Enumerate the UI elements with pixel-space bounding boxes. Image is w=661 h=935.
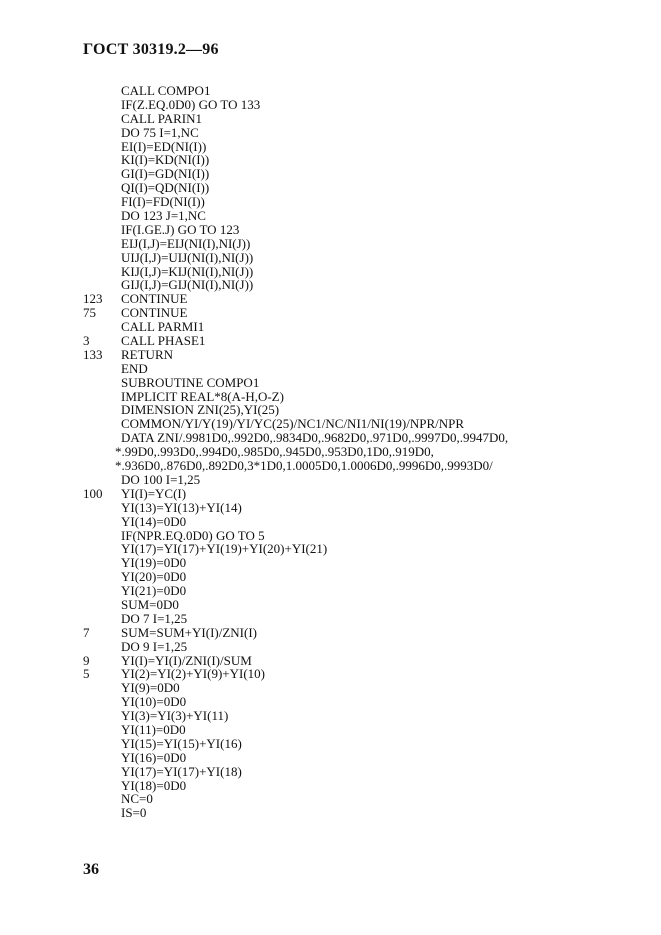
code-line: [83, 112, 643, 126]
code-statement: IF(Z.EQ.0D0) GO TO 133: [121, 96, 261, 112]
code-statement: COMMON/YI/Y(19)/YI/YC(25)/NC1/NC/NI1/NI(19)/NPR/NPR: [121, 416, 465, 432]
code-line: [83, 126, 643, 140]
code-line: [83, 445, 643, 459]
code-statement: IS=0: [121, 805, 147, 821]
code-line: [83, 473, 643, 487]
code-line: [83, 278, 643, 292]
code-line: [83, 140, 643, 154]
code-statement: CALL COMPO1: [121, 83, 211, 98]
page-header: ГОСТ 30319.2—96: [83, 41, 219, 58]
code-statement: FI(I)=FD(NI(I)): [121, 194, 205, 210]
code-statement: YI(3)=YI(3)+YI(11): [121, 708, 229, 724]
code-statement: QI(I)=QD(NI(I)): [121, 180, 210, 196]
code-statement: *.99D0,.993D0,.994D0,.985D0,.945D0,.953D0,1D0,.919D0,: [115, 444, 434, 460]
code-line: [83, 556, 643, 570]
code-statement: END: [121, 360, 148, 376]
code-listing: [83, 84, 643, 820]
code-statement: YI(16)=0D0: [121, 749, 187, 765]
code-line: [83, 195, 643, 209]
statement-label: 123: [83, 291, 103, 307]
code-line: [83, 487, 643, 501]
code-statement: KIJ(I,J)=KIJ(NI(I),NI(J)): [121, 263, 254, 279]
code-statement: CALL PARIN1: [121, 110, 203, 126]
code-line: [83, 584, 643, 598]
statement-label: 133: [83, 346, 103, 362]
code-line: [83, 459, 643, 473]
code-line: [83, 570, 643, 584]
code-line: [83, 209, 643, 223]
code-statement: CONTINUE: [121, 291, 188, 307]
code-statement: IMPLICIT REAL*8(A-H,O-Z): [121, 388, 284, 404]
code-statement: YI(18)=0D0: [121, 777, 187, 793]
code-statement: YI(21)=0D0: [121, 583, 187, 599]
code-line: [83, 362, 643, 376]
code-statement: DIMENSION ZNI(25),YI(25): [121, 402, 280, 418]
code-line: [83, 237, 643, 251]
code-line: [83, 723, 643, 737]
code-line: [83, 265, 643, 279]
code-statement: EI(I)=ED(NI(I)): [121, 138, 207, 154]
code-line: [83, 390, 643, 404]
code-statement: YI(14)=0D0: [121, 513, 187, 529]
page-number: 36: [83, 861, 99, 878]
code-line: [83, 792, 643, 806]
code-statement: YI(15)=YI(15)+YI(16): [121, 735, 242, 751]
code-line: [83, 348, 643, 362]
code-line: [83, 737, 643, 751]
code-line: [83, 640, 643, 654]
code-statement: SUM=0D0: [121, 596, 179, 612]
code-statement: UIJ(I,J)=UIJ(NI(I),NI(J)): [121, 249, 254, 265]
code-line: [83, 167, 643, 181]
code-statement: DATA ZNI/.9981D0,.992D0,.9834D0,.9682D0,.971D0,.9997D0,.9947D0,: [121, 430, 509, 446]
code-statement: YI(11)=0D0: [121, 721, 186, 737]
code-line: [83, 403, 643, 417]
code-statement: DO 7 I=1,25: [121, 610, 188, 626]
code-line: [83, 501, 643, 515]
code-line: [83, 529, 643, 543]
code-statement: YI(I)=YC(I): [121, 485, 187, 501]
code-line: [83, 751, 643, 765]
code-line: [83, 292, 643, 306]
code-statement: SUBROUTINE COMPO1: [121, 374, 260, 390]
code-line: [83, 223, 643, 237]
code-statement: DO 100 I=1,25: [121, 471, 201, 487]
code-statement: DO 75 I=1,NC: [121, 124, 199, 140]
code-statement: YI(13)=YI(13)+YI(14): [121, 499, 242, 515]
code-line: [83, 84, 643, 98]
code-line: [83, 376, 643, 390]
code-statement: KI(I)=KD(NI(I)): [121, 152, 210, 168]
statement-label: 5: [83, 666, 90, 682]
code-line: [83, 598, 643, 612]
code-statement: YI(19)=0D0: [121, 555, 187, 571]
code-line: [83, 417, 643, 431]
code-statement: SUM=SUM+YI(I)/ZNI(I): [121, 624, 257, 640]
code-line: [83, 98, 643, 112]
statement-label: 9: [83, 652, 90, 668]
code-statement: CALL PHASE1: [121, 333, 206, 349]
code-statement: YI(20)=0D0: [121, 569, 187, 585]
code-line: [83, 612, 643, 626]
code-line: [83, 626, 643, 640]
statement-label: 100: [83, 485, 103, 501]
code-statement: YI(I)=YI(I)/ZNI(I)/SUM: [121, 652, 252, 668]
code-statement: DO 9 I=1,25: [121, 638, 188, 654]
code-line: [83, 667, 643, 681]
code-statement: IF(NPR.EQ.0D0) GO TO 5: [121, 527, 265, 543]
code-statement: EIJ(I,J)=EIJ(NI(I),NI(J)): [121, 235, 251, 251]
code-statement: DO 123 J=1,NC: [121, 208, 206, 224]
code-line: [83, 709, 643, 723]
code-line: [83, 654, 643, 668]
code-line: [83, 320, 643, 334]
statement-label: 75: [83, 305, 96, 321]
code-statement: YI(2)=YI(2)+YI(9)+YI(10): [121, 666, 265, 682]
code-statement: YI(17)=YI(17)+YI(18): [121, 763, 242, 779]
code-line: [83, 779, 643, 793]
statement-label: 3: [83, 333, 90, 349]
code-line: [83, 251, 643, 265]
code-line: [83, 515, 643, 529]
code-statement: NC=0: [121, 791, 153, 807]
code-line: [83, 334, 643, 348]
code-statement: *.936D0,.876D0,.892D0,3*1D0,1.0005D0,1.0006D0,.9996D0,.9993D0/: [115, 458, 493, 474]
code-line: [83, 695, 643, 709]
code-statement: GIJ(I,J)=GIJ(NI(I),NI(J)): [121, 277, 254, 293]
code-statement: YI(10)=0D0: [121, 694, 187, 710]
code-line: [83, 681, 643, 695]
code-statement: RETURN: [121, 346, 173, 362]
code-line: [83, 765, 643, 779]
code-statement: GI(I)=GD(NI(I)): [121, 166, 210, 182]
code-statement: CALL PARMI1: [121, 319, 205, 335]
code-statement: CONTINUE: [121, 305, 188, 321]
code-line: [83, 542, 643, 556]
code-line: [83, 153, 643, 167]
code-line: [83, 181, 643, 195]
code-line: [83, 306, 643, 320]
code-statement: IF(I.GE.J) GO TO 123: [121, 221, 240, 237]
code-statement: YI(17)=YI(17)+YI(19)+YI(20)+YI(21): [121, 541, 328, 557]
code-line: [83, 431, 643, 445]
code-line: [83, 806, 643, 820]
code-statement: YI(9)=0D0: [121, 680, 180, 696]
statement-label: 7: [83, 624, 90, 640]
